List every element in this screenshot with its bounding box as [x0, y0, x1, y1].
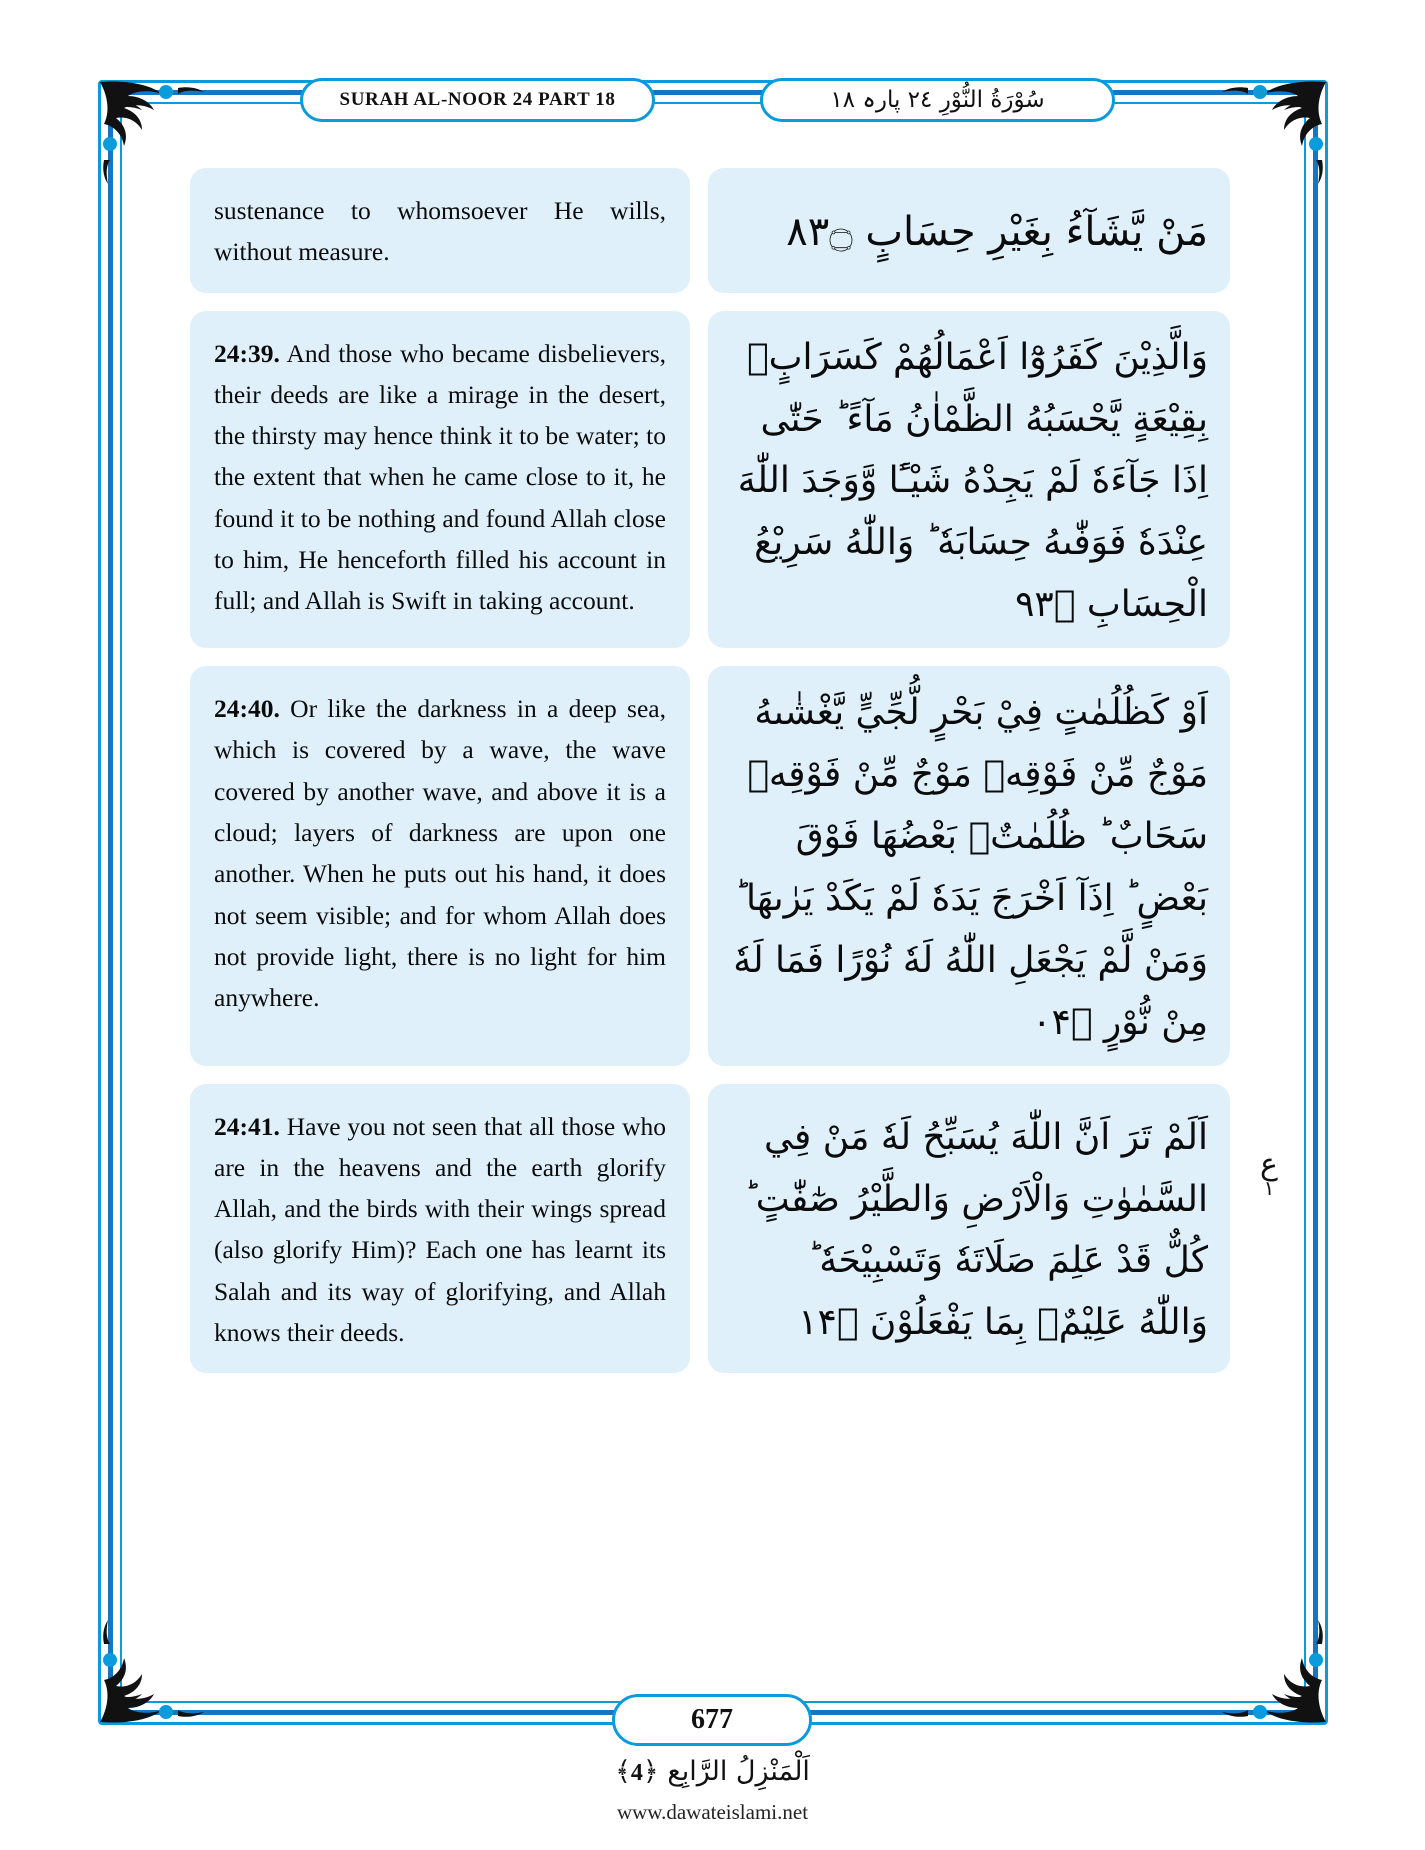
verse-translation-body: Have you not seen that all those who are in the heavens and the earth glorify Allah, and the birds with their wings spread (also glorify Him)? Each one has learnt its Salah and its way of glorifying, and Allah knows their deeds. [214, 1111, 666, 1348]
manzil-label [0, 1756, 1425, 1787]
ruku-marker [1246, 1147, 1292, 1200]
surah-title-english: SURAH AL-NOOR 24 PART 18 [339, 89, 616, 110]
website-url: www.dawateislami.net [616, 1800, 809, 1824]
manzil-bracket-left: ﴿ [642, 1756, 659, 1787]
verse-translation-text [214, 1106, 666, 1354]
verse-translation-text: sustenance to whomsoever He wills, without measure. [214, 196, 666, 267]
page-header [120, 78, 1306, 128]
verse-translation-cell [190, 311, 690, 649]
surah-title-english-plaque [300, 78, 655, 122]
manzil-text: اَلْمَنْزِلُ الرَّابِع [667, 1756, 810, 1787]
page-number-plaque [612, 1694, 812, 1746]
verse-arabic-cell [708, 311, 1230, 649]
verse-arabic-cell [708, 1084, 1230, 1374]
ruku-count: ۱ [1263, 1176, 1275, 1200]
verse-translation-body: Or like the darkness in a deep sea, which is covered by a wave, the wave covered by another wave, and above it is a cloud; layers of darkness are upon one another. When he puts out his hand, it does not seem visible; and for whom Allah does not provide light, there is no light for him anywhere. [214, 694, 666, 1013]
verse-translation-cell [190, 1084, 690, 1374]
surah-title-arabic: سُوْرَةُ النُّوْرِ ٢٤ پارہ ١٨ [830, 87, 1045, 113]
verse-number: 24:41. [214, 1111, 280, 1141]
verse-number: 24:40. [214, 694, 280, 724]
verse-number: 24:39. [214, 338, 280, 368]
verse-arabic-text: وَالَّذِيْنَ كَفَرُوْٓا اَعْمَالُهُمْ كَسَرَابٍۭ بِقِيْعَةٍ يَّحْسَبُهُ الظَّمْاٰنُ مَآءً ؕ حَتّٰى اِذَا جَآءَهٗ لَمْ يَجِدْهُ شَيْـًٔا وَّوَجَدَ اللّٰهَ عِنْدَهٗ فَوَفّٰىهُ حِسَابَهٗ ؕ وَاللّٰهُ سَرِيْعُ الْحِسَابِ ۝۳۹ [737, 336, 1208, 626]
verse-translation-cell [190, 168, 690, 293]
manzil-bracket-right: ﴾ [615, 1756, 631, 1787]
verse-arabic-text: مَنْ يَّشَآءُ بِغَيْرِ حِسَابٍ ۝۳۸ [786, 208, 1208, 255]
verse-arabic-text: اَوْ كَظُلُمٰتٍ فِيْ بَحْرٍ لُّجِّيٍّ يَّغْشٰىهُ مَوْجٌ مِّنْ فَوْقِهٖ مَوْجٌ مِّنْ فَوْقِهٖ سَحَابٌ ؕ ظُلُمٰتٌۢ بَعْضُهَا فَوْقَ بَعْضٍ ؕ اِذَآ اَخْرَجَ يَدَهٗ لَمْ يَكَدْ يَرٰىهَا ؕ وَمَنْ لَّمْ يَجْعَلِ اللّٰهُ لَهٗ نُوْرًا فَمَا لَهٗ مِنْ نُّوْرٍ ۝۴۰ [733, 692, 1208, 1043]
verse-arabic-cell [708, 168, 1230, 293]
verse-translation-text [214, 688, 666, 1018]
verse-translation-text [214, 333, 666, 622]
verse-translation-cell [190, 666, 690, 1065]
surah-title-arabic-plaque [760, 78, 1115, 122]
verse-row [190, 168, 1230, 293]
verse-arabic-text: اَلَمْ تَرَ اَنَّ اللّٰهَ يُسَبِّحُ لَهٗ مَنْ فِي السَّمٰوٰتِ وَالْاَرْضِ وَالطَّيْرُ صٰٓفّٰتٍ ؕ كُلٌّ قَدْ عَلِمَ صَلَاتَهٗ وَتَسْبِيْحَهٗ ؕ وَاللّٰهُ عَلِيْمٌۢ بِمَا يَفْعَلُوْنَ ۝۴۱ [744, 1116, 1208, 1344]
ruku-glyph: ع [1260, 1147, 1278, 1182]
verse-row [190, 311, 1230, 649]
page-number: 677 [691, 1704, 733, 1735]
verse-arabic-cell [708, 666, 1230, 1065]
verse-translation-body: And those who became disbelievers, their deeds are like a mirage in the desert, the thirsty may hence think it to be water; to the extent that when he came close to it, he found it to be nothing and found Allah close to him, He henceforth filled his account in full; and Allah is Swift in taking account. [214, 338, 666, 616]
verse-list [190, 168, 1230, 1628]
manzil-number: 4 [630, 1760, 643, 1786]
verse-row [190, 666, 1230, 1065]
verse-row [190, 1084, 1230, 1374]
